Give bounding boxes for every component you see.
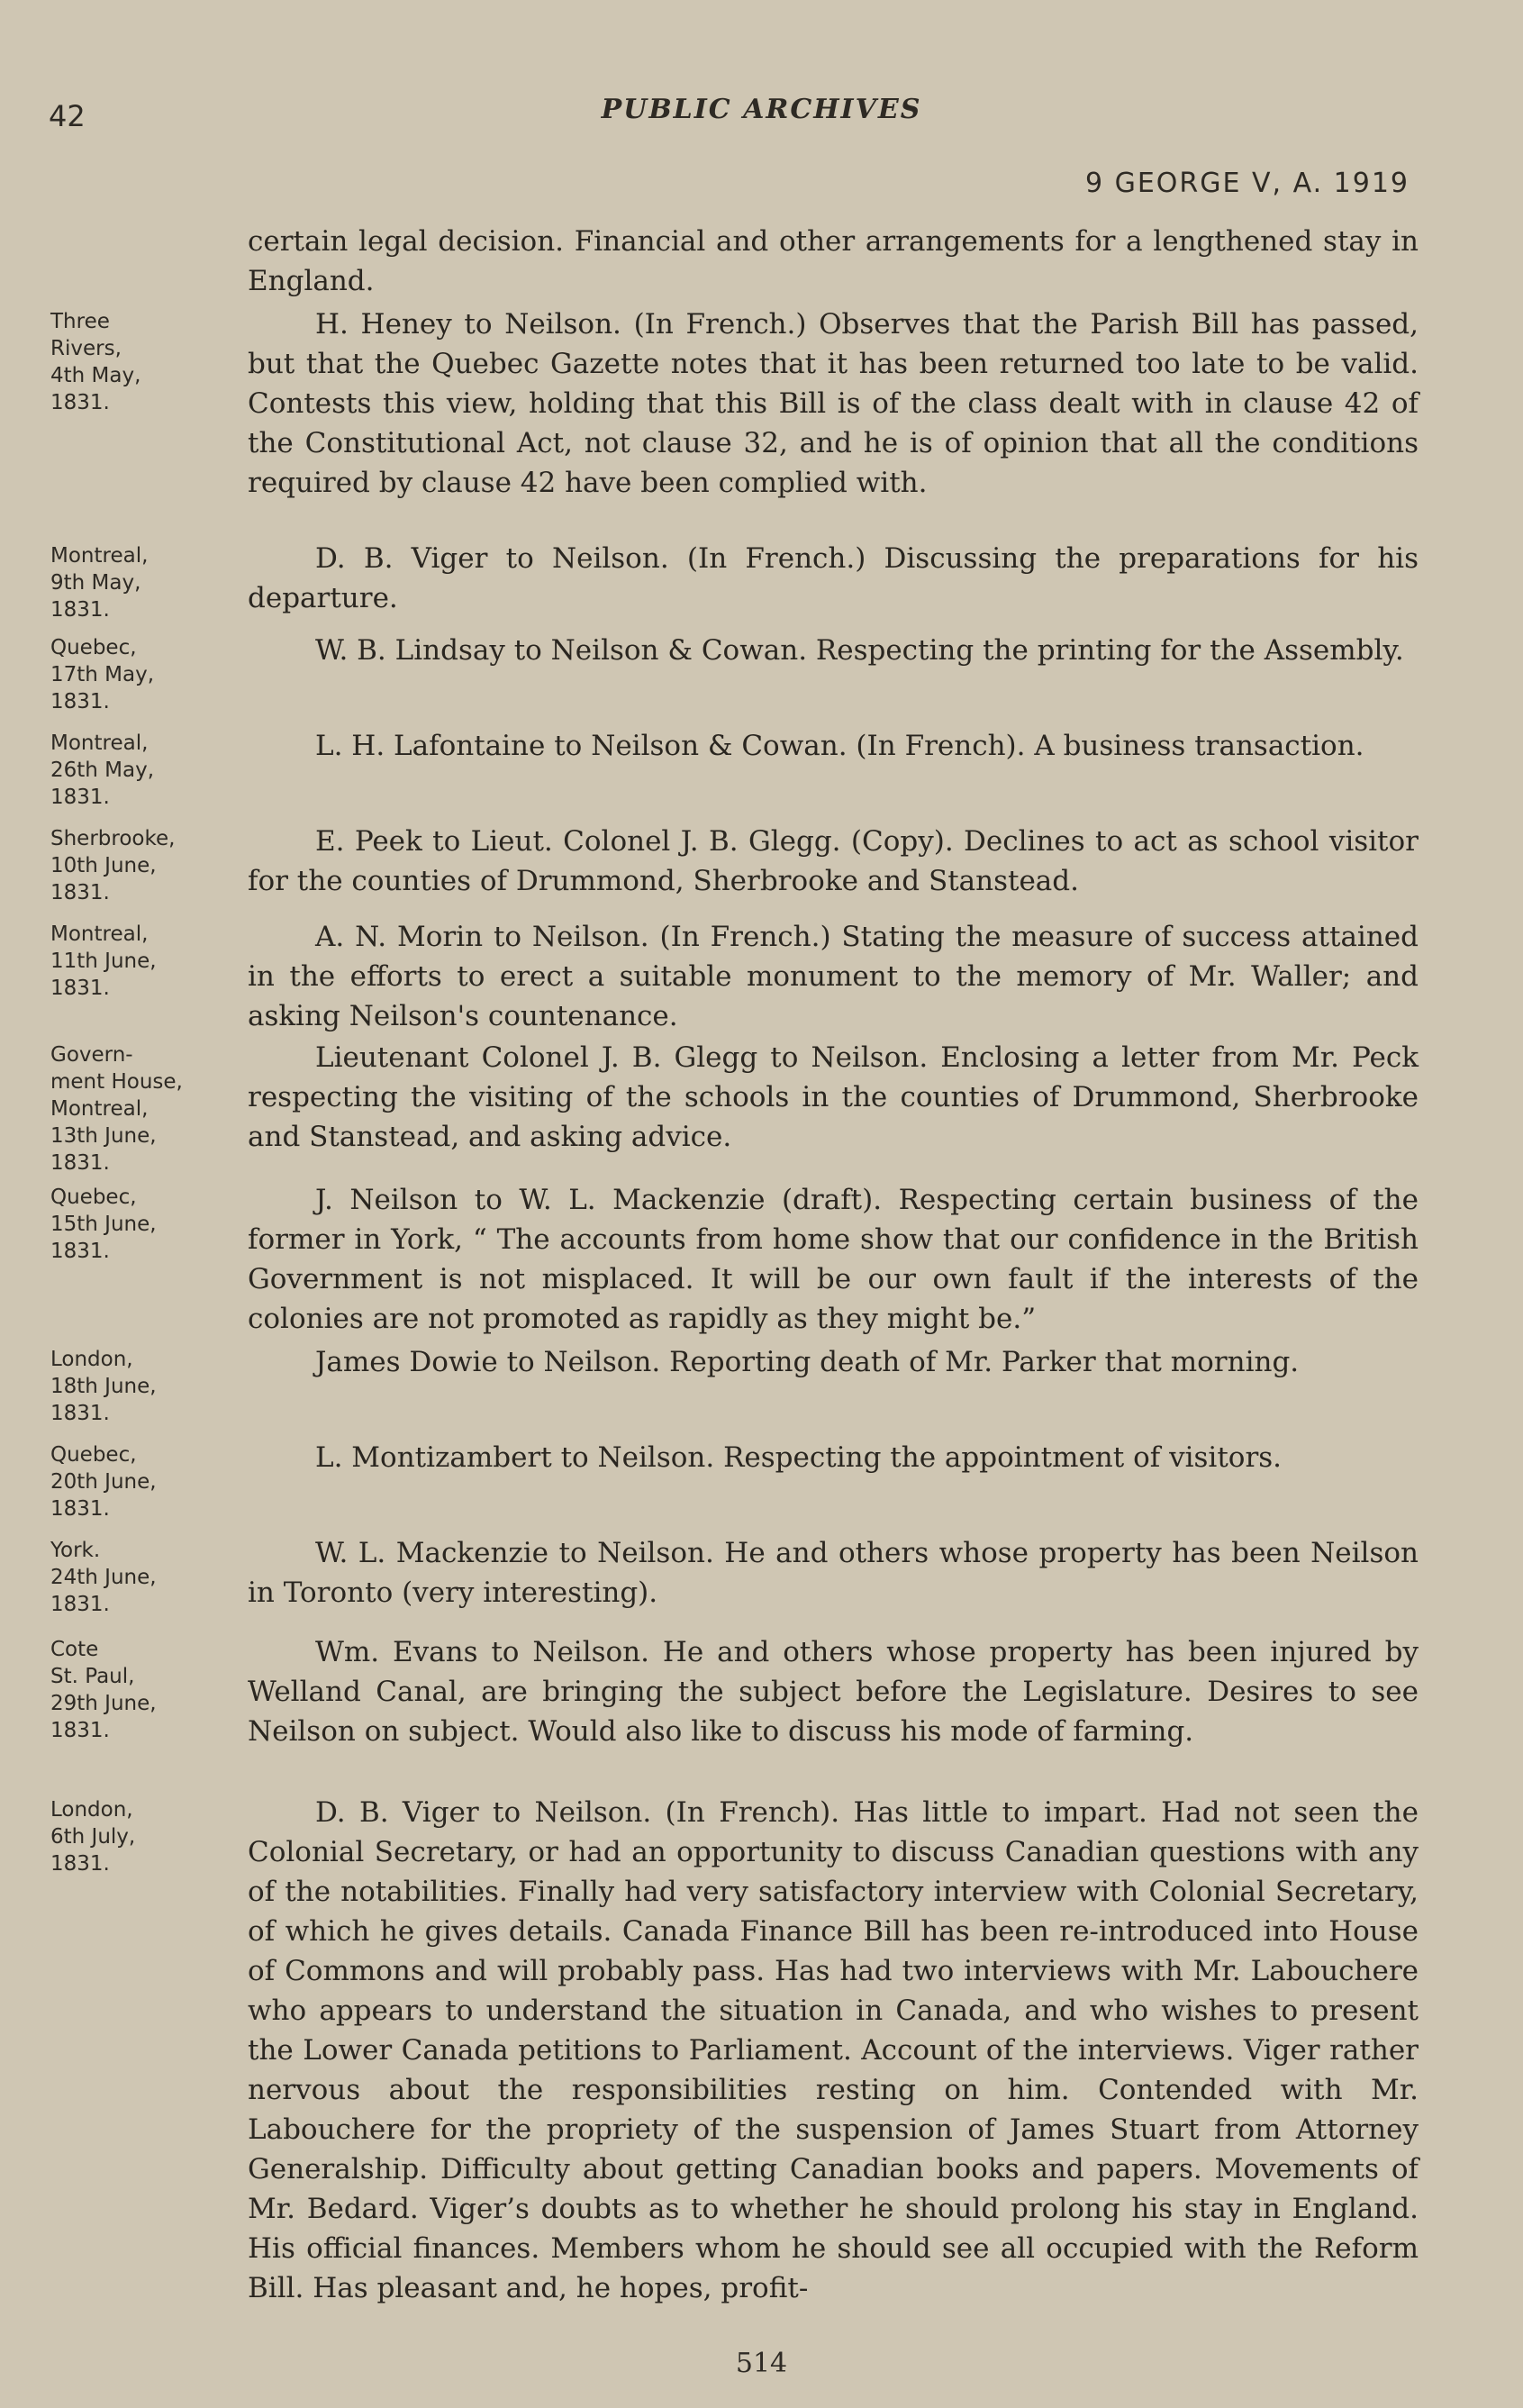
entry-summary: James Dowie to Neilson. Reporting death of Mr. Parker that morning. — [315, 1346, 1300, 1378]
running-head: PUBLIC ARCHIVES — [601, 94, 922, 125]
entry-place-date: Montreal, 9th May, 1831. — [50, 544, 149, 622]
entry-summary: Lieutenant Colonel J. B. Glegg to Neilson. Enclosing a letter from Mr. Peck respecting the visiting of the schools in the counties of Drummond, Sherbrooke and Stanstead, and asking advice. — [248, 1041, 1419, 1153]
entry-place-date: Quebec, 15th June, 1831. — [50, 1186, 157, 1263]
entry-summary: W. B. Lindsay to Neilson & Cowan. Respecting the printing for the Assembly. — [315, 634, 1404, 667]
entry-summary: D. B. Viger to Neilson. (In French). Has little to impart. Had not seen the Colonial Secretary, or had an opportunity to discuss Canadian questions with any of the notabilities. Finally had very satisfactory interview with Colonial Secretary, of which he gives details. Canada Finance Bill has been re-introduced into House of Commons and will probably pass. Has had two interviews with Mr. Labouchere who appears to understand the situation in Canada, and who wishes to present the Lower Canada petitions to Parliament. Account of the interviews. Viger rather nervous about the responsibilities resting on him. Contended with Mr. Labouchere for the propriety of the suspension of James Stuart from Attorney Generalship. Difficulty about getting Canadian books and papers. Movements of Mr. Bedard. Viger’s doubts as to whether he should prolong his stay in England. His official finances. Members whom he should see all occupied with the Reform Bill. Has pleasant and, he hopes, profit- — [248, 1796, 1419, 2304]
entry-place-date: Montreal, 11th June, 1831. — [50, 922, 157, 1000]
continued-paragraph: certain legal decision. Financial and other arrangements for a lengthened stay in England. — [248, 225, 1419, 297]
entry-place-date: York. 24th June, 1831. — [50, 1539, 157, 1616]
volume-note: 9 GEORGE V, A. 1919 — [1084, 168, 1410, 199]
entry-place-date: Montreal, 26th May, 1831. — [50, 731, 155, 809]
entry-summary: D. B. Viger to Neilson. (In French.) Discussing the preparations for his departure. — [248, 542, 1419, 614]
entry-summary: L. Montizambert to Neilson. Respecting the appointment of visitors. — [315, 1441, 1283, 1474]
entry-summary: Wm. Evans to Neilson. He and others whose property has been injured by Welland Canal, are bringing the subject before the Legislature. Desires to see Neilson on subject. Would also like to discuss his mode of farming. — [248, 1636, 1419, 1748]
entry-place-date: London, 18th June, 1831. — [50, 1348, 157, 1425]
entry-summary: H. Heney to Neilson. (In French.) Observes that the Parish Bill has passed, but that the Quebec Gazette notes that it has been returned too late to be valid. Contests this view, holding that this Bill is of the class dealt with in clause 42 of the Constitutional Act, not clause 32, and he is of opinion that all the conditions required by clause 42 have been complied with. — [248, 308, 1419, 499]
entry-place-date: Three Rivers, 4th May, 1831. — [50, 310, 141, 414]
entry-summary: J. Neilson to W. L. Mackenzie (draft). Respecting certain business of the former in York, “ The accounts from home show that our confidence in the British Government is not misplaced. It will be our own fault if the interests of the colonies are not promoted as rapidly as they might be.” — [248, 1184, 1419, 1335]
entry-place-date: Cote St. Paul, 29th June, 1831. — [50, 1638, 157, 1742]
entry-place-date: London, 6th July, 1831. — [50, 1798, 136, 1876]
entry-summary: L. H. Lafontaine to Neilson & Cowan. (In French). A business transaction. — [315, 730, 1364, 762]
entry-place-date: Quebec, 20th June, 1831. — [50, 1443, 157, 1521]
entry-summary: W. L. Mackenzie to Neilson. He and others whose property has been Neilson in Toronto (very interesting). — [248, 1537, 1419, 1609]
entry-place-date: Sherbrooke, 10th June, 1831. — [50, 827, 176, 904]
entry-summary: E. Peek to Lieut. Colonel J. B. Glegg. (Copy). Declines to act as school visitor for the counties of Drummond, Sherbrooke and Stanstead. — [248, 825, 1419, 897]
footer-page-number: 514 — [735, 2348, 788, 2379]
page-number: 42 — [49, 99, 86, 133]
entry-place-date: Quebec, 17th May, 1831. — [50, 636, 155, 713]
entry-summary: A. N. Morin to Neilson. (In French.) Stating the measure of success attained in the efforts to erect a suitable monument to the memory of Mr. Waller; and asking Neilson's countenance. — [248, 921, 1419, 1032]
entry-place-date: Govern- ment House, Montreal, 13th June, 1831. — [50, 1043, 183, 1175]
